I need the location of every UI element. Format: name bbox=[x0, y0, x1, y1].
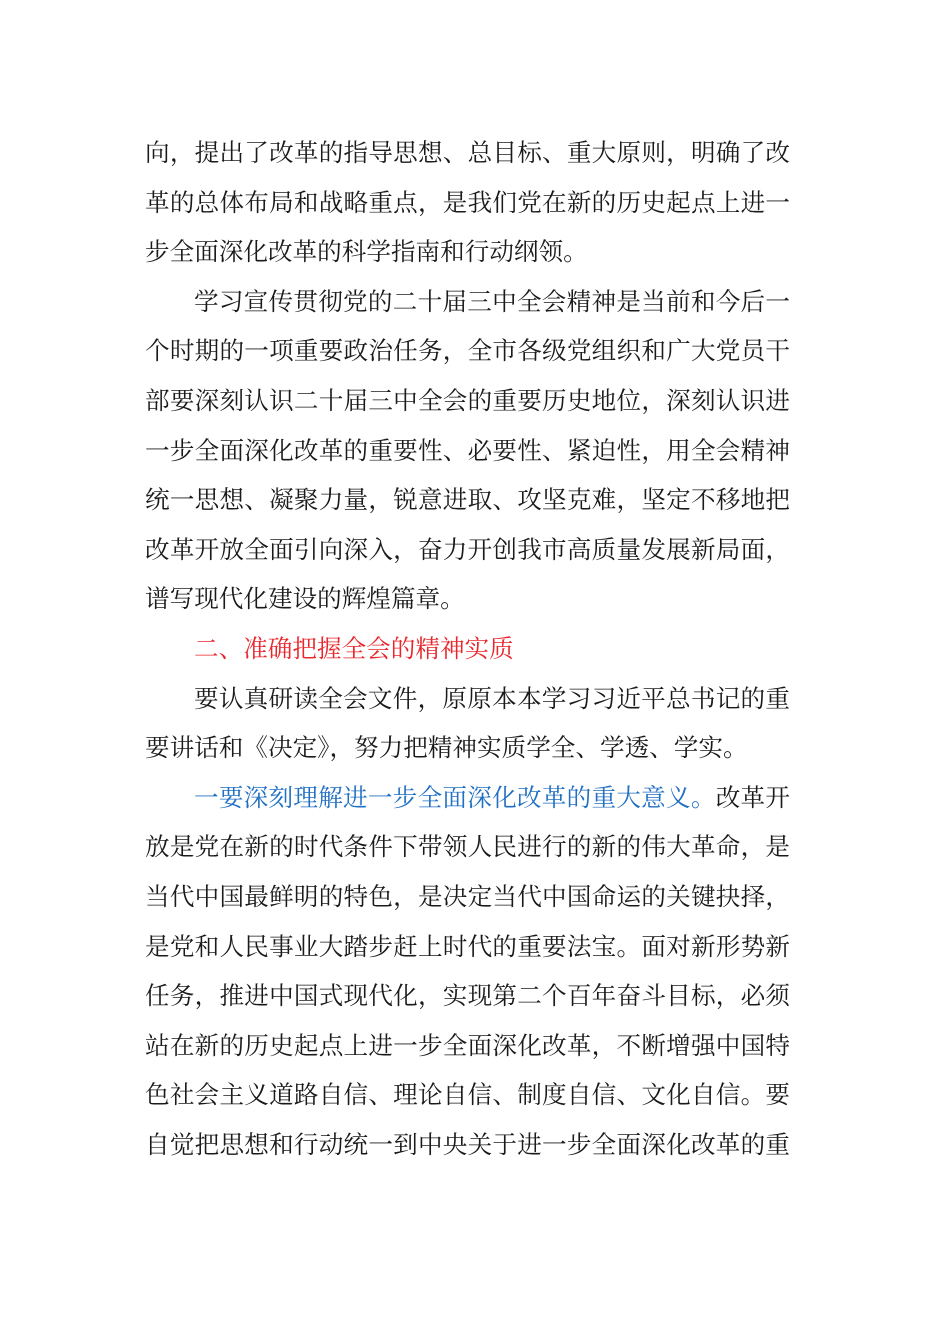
section-heading: 二、准确把握全会的精神实质 bbox=[194, 633, 514, 663]
paragraph-4-line-1 bbox=[145, 773, 790, 823]
paragraph-3-line-1: 要认真研读全会文件，原原本本学习习近平总书记的重 bbox=[194, 683, 790, 713]
paragraph-3-line-2: 要讲话和《决定》，努力把精神实质学全、学透、学实。 bbox=[145, 733, 748, 763]
paragraph-1-line-3: 步全面深化改革的科学指南和行动纲领。 bbox=[145, 237, 588, 267]
paragraph-4-line-5: 任务，推进中国式现代化，实现第二个百年奋斗目标，必须 bbox=[145, 981, 790, 1011]
paragraph-2-line-1: 学习宣传贯彻党的二十届三中全会精神是当前和今后一 bbox=[194, 286, 790, 316]
paragraph-2-line-3: 部要深刻认识二十届三中全会的重要历史地位，深刻认识进 bbox=[145, 385, 790, 415]
paragraph-4-line-6: 站在新的历史起点上进一步全面深化改革，不断增强中国特 bbox=[145, 1030, 790, 1060]
paragraph-2-line-4: 一步全面深化改革的重要性、必要性、紧迫性，用全会精神 bbox=[145, 435, 790, 465]
paragraph-1-line-2: 革的总体布局和战略重点，是我们党在新的历史起点上进一 bbox=[145, 187, 790, 217]
paragraph-4-line-7: 色社会主义道路自信、理论自信、制度自信、文化自信。要 bbox=[145, 1080, 790, 1110]
document-body bbox=[145, 128, 790, 1169]
paragraph-2-line-6: 改革开放全面引向深入，奋力开创我市高质量发展新局面， bbox=[145, 534, 790, 564]
lead-sentence-continuation: 改革开 bbox=[715, 782, 790, 812]
emphasis-lead-sentence: 一要深刻理解进一步全面深化改革的重大意义。 bbox=[194, 782, 716, 812]
paragraph-4-line-8: 自觉把思想和行动统一到中央关于进一步全面深化改革的重 bbox=[145, 1129, 790, 1159]
paragraph-1-line-1: 向，提出了改革的指导思想、总目标、重大原则，明确了改 bbox=[145, 138, 790, 167]
paragraph-2-line-5: 统一思想、凝聚力量，锐意进取、攻坚克难，坚定不移地把 bbox=[145, 485, 790, 515]
paragraph-2-line-7: 谱写现代化建设的辉煌篇章。 bbox=[145, 584, 465, 614]
paragraph-2-line-2: 个时期的一项重要政治任务，全市各级党组织和广大党员干 bbox=[145, 336, 790, 366]
paragraph-4-line-4: 是党和人民事业大踏步赶上时代的重要法宝。面对新形势新 bbox=[145, 931, 790, 961]
paragraph-4-line-3: 当代中国最鲜明的特色，是决定当代中国命运的关键抉择， bbox=[145, 881, 790, 911]
paragraph-4-line-2: 放是党在新的时代条件下带领人民进行的新的伟大革命，是 bbox=[145, 832, 790, 862]
